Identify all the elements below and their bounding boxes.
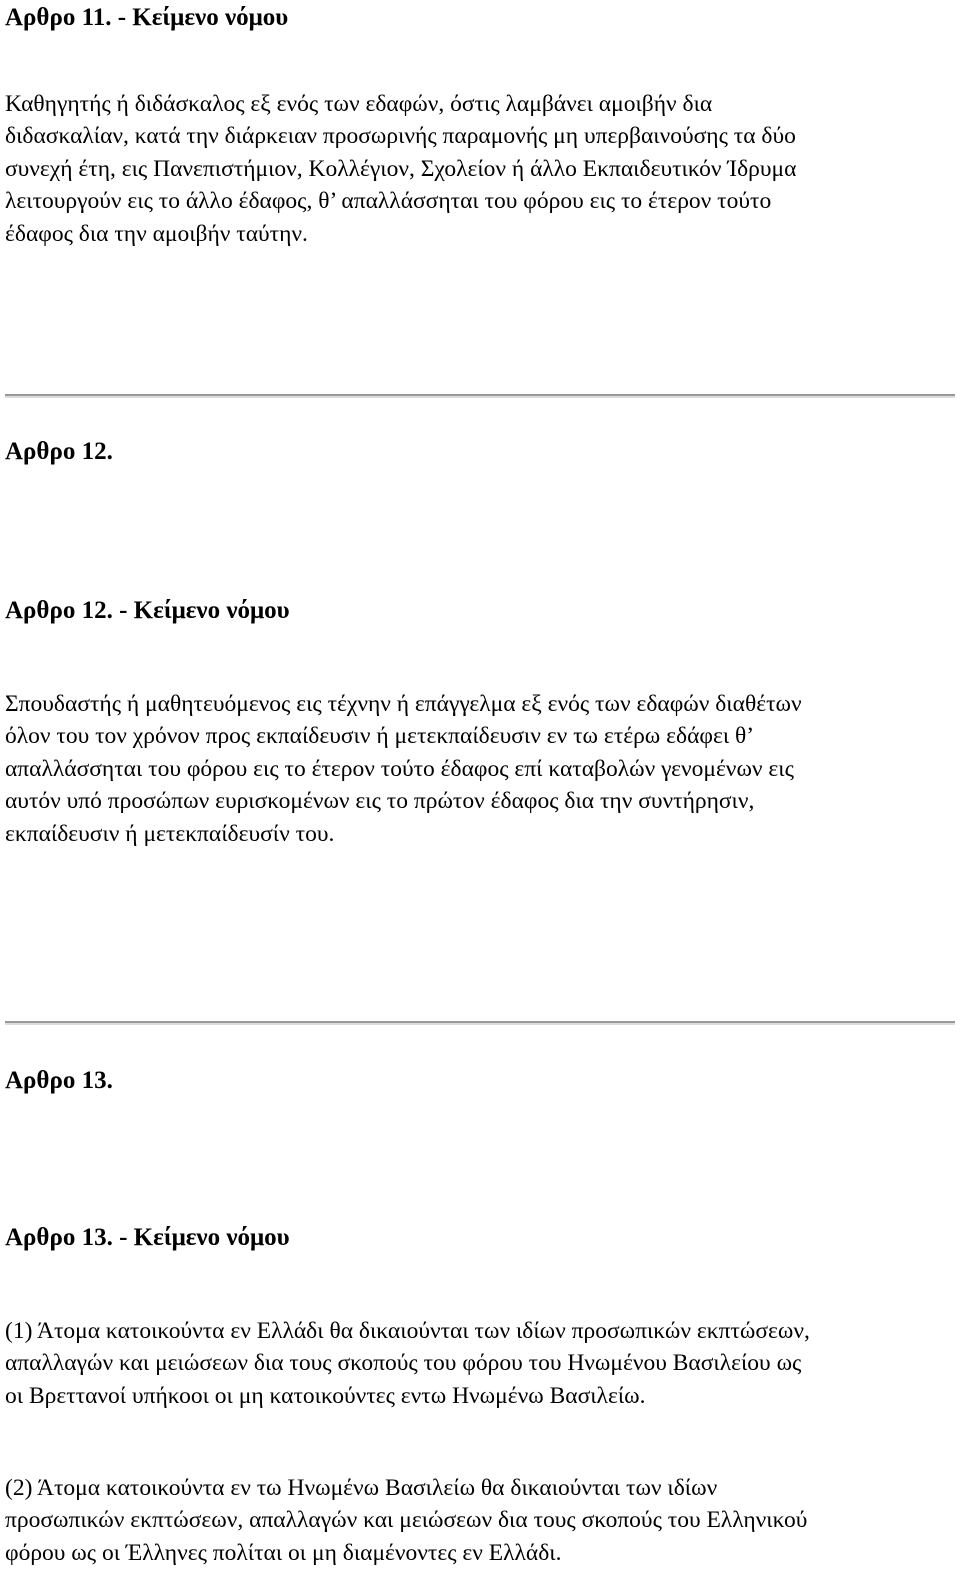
paragraph-line: Καθηγητής ή διδάσκαλος εξ ενός των εδαφών, όστις λαμβάνει αμοιβήν δια [5,91,713,117]
paragraph-line: συνεχή έτη, εις Πανεπιστήμιον, Κολλέγιον, Σχολείον ή άλλο Εκπαιδευτικόν Ίδρυμα [5,155,797,182]
paragraph-line: λειτουργούν εις το άλλο έδαφος, θ’ απαλλάσσηται του φόρου εις το έτερον τούτο [5,188,772,215]
paragraph-line: (2) Άτομα κατοικούντα εν τω Ηνωμένω Βασιλείω θα δικαιούνται των ιδίων [5,1475,718,1501]
article-12-heading: Αρθρο 12. - Κείμενο νόμου [5,597,290,624]
article-13-heading: Αρθρο 13. - Κείμενο νόμου [5,1224,290,1251]
paragraph-line: διδασκαλίαν, κατά την διάρκειαν προσωρινής παραμονής μη υπερβαινούσης τα δύο [5,123,796,150]
article-11-paragraph [5,88,955,250]
section-divider [5,394,955,398]
paragraph-line: εκπαίδευσιν ή μετεκπαίδευσίν του. [5,820,335,847]
article-12-paragraph [5,688,955,850]
article-11-heading: Αρθρο 11. - Κείμενο νόμου [5,4,289,31]
article-12-title: Αρθρο 12. [5,438,113,465]
paragraph-line: (1) Άτομα κατοικούντα εν Ελλάδι θα δικαιούνται των ιδίων προσωπικών εκπτώσεων, [5,1318,810,1344]
article-13-paragraph-2 [5,1472,955,1569]
paragraph-line: οι Βρεττανοί υπήκοοι οι μη κατοικούντες εντω Ηνωμένω Βασιλείω. [5,1382,646,1409]
paragraph-line: Σπουδαστής ή μαθητευόμενος εις τέχνην ή επάγγελμα εξ ενός των εδαφών διαθέτων [5,691,802,717]
paragraph-line: προσωπικών εκπτώσεων, απαλλαγών και μειώσεων δια τους σκοπούς του Ελληνικού [5,1507,808,1534]
article-13-paragraph-1 [5,1315,955,1412]
paragraph-line: φόρου ως οι Έλληνες πολίται οι μη διαμένοντες εν Ελλάδι. [5,1539,562,1566]
paragraph-line: έδαφος δια την αμοιβήν ταύτην. [5,220,308,247]
section-divider [5,1021,955,1025]
article-13-title: Αρθρο 13. [5,1067,113,1094]
paragraph-line: αυτόν υπό προσώπων ευρισκομένων εις το πρώτον έδαφος δια την συντήρησιν, [5,788,755,815]
paragraph-line: απαλλαγών και μειώσεων δια τους σκοπούς του φόρου του Ηνωμένου Βασιλείου ως [5,1350,802,1377]
paragraph-line: απαλλάσσηται του φόρου εις το έτερον τούτο έδαφος επί καταβολών γενομένων εις [5,755,794,782]
paragraph-line: όλον του τον χρόνον προς εκπαίδευσιν ή μετεκπαίδευσιν εν τω ετέρω εδάφει θ’ [5,723,755,750]
